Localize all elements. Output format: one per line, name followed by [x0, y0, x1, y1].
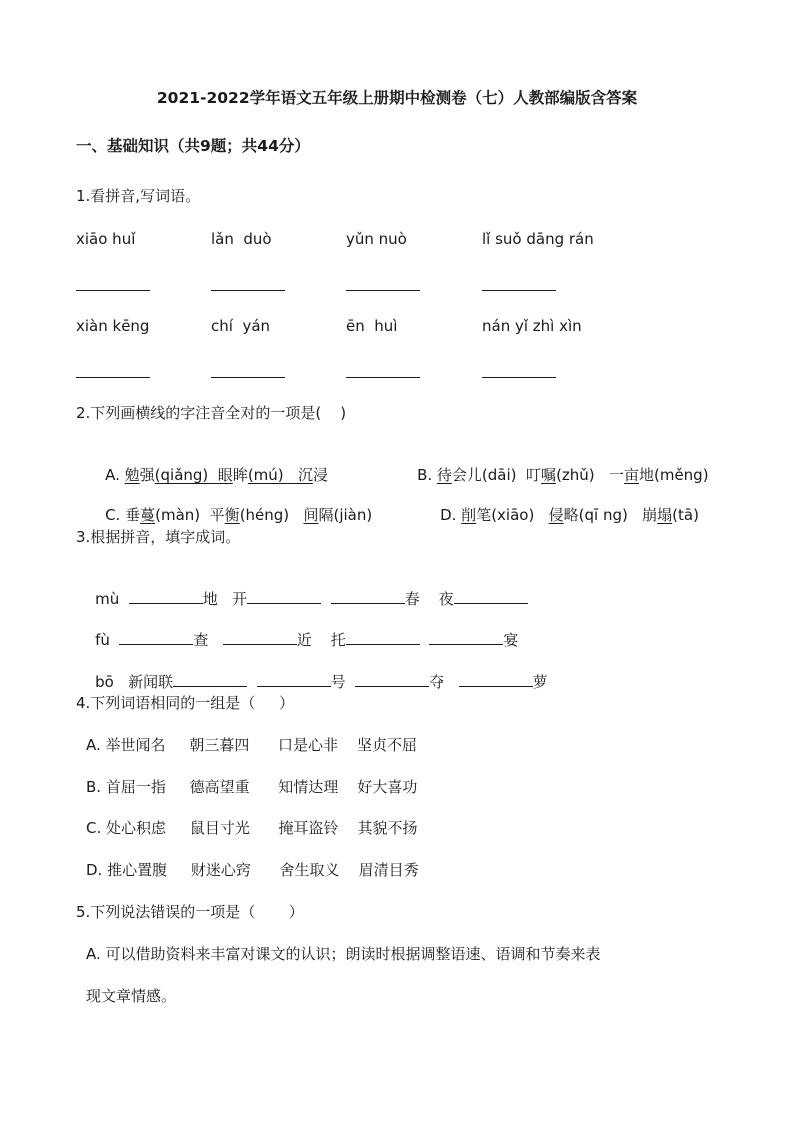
answer-blank[interactable]	[129, 589, 203, 604]
answer-blank[interactable]	[346, 630, 420, 645]
option-text: 略(qī ng) 崩	[563, 506, 658, 524]
pinyin-cell: xiāo huǐ	[76, 230, 136, 248]
option-4c[interactable]: C. 处心积虑 鼠目寸光 掩耳盗铃 其貌不扬	[86, 819, 418, 837]
underlined-char: 勉	[124, 466, 140, 484]
underlined-char: 蔓	[140, 506, 156, 524]
pinyin-cell: nán yǐ zhì xìn	[482, 317, 582, 335]
option-text: 隔(jiàn)	[318, 506, 373, 524]
fill-text: 地 开	[202, 590, 248, 608]
underlined-char: 间	[303, 506, 319, 524]
question-1-prompt: 1.看拼音,写词语。	[76, 187, 201, 205]
option-2d[interactable]	[421, 485, 699, 545]
option-text: A.	[105, 466, 125, 484]
answer-blank[interactable]	[76, 363, 150, 378]
fill-text: 近 托	[296, 631, 346, 649]
answer-blank[interactable]	[355, 672, 429, 687]
pinyin-cell: lǐ suǒ dāng rán	[482, 230, 594, 248]
answer-blank[interactable]	[346, 276, 420, 291]
option-text: 会儿(dāi) 叮	[451, 466, 542, 484]
underlined-char: (qiǎng) 眼	[154, 466, 233, 484]
answer-blank[interactable]	[429, 630, 503, 645]
fill-text: 号	[330, 673, 356, 691]
answer-blank[interactable]	[247, 589, 321, 604]
fill-text: 查	[193, 631, 223, 649]
fill-text: 春 夜	[404, 590, 454, 608]
question-3-prompt: 3.根据拼音，填字成词。	[76, 528, 241, 546]
answer-blank[interactable]	[211, 363, 285, 378]
pinyin-cell: chí yán	[211, 317, 271, 335]
underlined-char: (mú) 沉	[247, 466, 313, 484]
option-text: 笔(xiāo)	[476, 506, 549, 524]
fill-text: fù	[95, 631, 120, 649]
pinyin-cell: ēn huì	[346, 317, 398, 335]
option-text: (màn) 平	[155, 506, 225, 524]
answer-blank[interactable]	[223, 630, 297, 645]
answer-blank[interactable]	[346, 363, 420, 378]
answer-blank[interactable]	[459, 672, 533, 687]
answer-blank[interactable]	[119, 630, 193, 645]
answer-blank[interactable]	[257, 672, 331, 687]
option-text: 浸	[312, 466, 328, 484]
section-heading-1: 一、基础知识（共9题；共44分）	[76, 137, 310, 155]
underlined-char: 嘱	[541, 466, 557, 484]
underlined-char: 待	[436, 466, 452, 484]
pinyin-cell: lǎn duò	[211, 230, 272, 248]
fill-text: 萝	[532, 673, 548, 691]
fill-text: 夺	[429, 673, 459, 691]
option-text: 眸	[232, 466, 248, 484]
answer-blank[interactable]	[482, 363, 556, 378]
question-2-prompt: 2.下列画横线的字注音全对的一项是( )	[76, 404, 347, 422]
page-title: 2021-2022学年语文五年级上册期中检测卷（七）人教部编版含答案	[156, 89, 638, 107]
underlined-char: 削	[461, 506, 477, 524]
option-4b[interactable]: B. 首屈一指 德高望重 知情达理 好大喜功	[86, 778, 418, 796]
answer-blank[interactable]	[454, 589, 528, 604]
fill-text: 宴	[503, 631, 519, 649]
pinyin-cell: xiàn kēng	[76, 317, 150, 335]
fill-text: bō 新闻联	[95, 673, 174, 691]
answer-blank[interactable]	[211, 276, 285, 291]
fill-text: mù	[95, 590, 129, 608]
underlined-char: 塌	[657, 506, 673, 524]
option-5a[interactable]: A. 可以借助资料来丰富对课文的认识；朗读时根据调整语速、语调和节奏来表	[86, 945, 601, 963]
underlined-char: 衡	[224, 506, 240, 524]
option-text: (héng)	[239, 506, 304, 524]
option-text: C. 垂	[105, 506, 141, 524]
answer-blank[interactable]	[76, 276, 150, 291]
pinyin-cell: yǔn nuò	[346, 230, 407, 248]
underlined-char: 侵	[548, 506, 564, 524]
option-text: D.	[440, 506, 462, 524]
option-text: B.	[417, 466, 437, 484]
option-text: (zhǔ) 一	[556, 466, 624, 484]
question-5-prompt: 5.下列说法错误的一项是（ ）	[76, 903, 304, 921]
answer-blank[interactable]	[331, 589, 405, 604]
option-text: 强	[139, 466, 155, 484]
option-4d[interactable]: D. 推心置腹 财迷心窍 舍生取义 眉清目秀	[86, 861, 419, 879]
answer-blank[interactable]	[482, 276, 556, 291]
option-text: (tā)	[672, 506, 699, 524]
question-4-prompt: 4.下列词语相同的一组是（ ）	[76, 694, 295, 712]
answer-blank[interactable]	[173, 672, 247, 687]
underlined-char: 亩	[623, 466, 639, 484]
option-5a-continued: 现文章情感。	[86, 987, 177, 1005]
option-text: 地(měng)	[638, 466, 709, 484]
option-4a[interactable]: A. 举世闻名 朝三暮四 口是心非 坚贞不屈	[86, 736, 418, 754]
